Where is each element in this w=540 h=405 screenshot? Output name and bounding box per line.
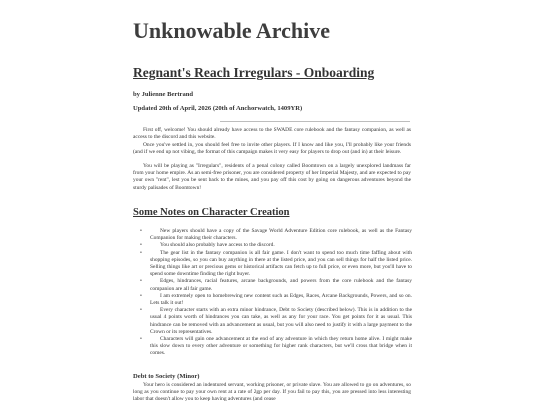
list-item xyxy=(140,242,412,249)
bullet-icon: • xyxy=(140,249,142,256)
updated-date: Updated 20th of April, 2026 (20th of Anchorwatch, 1409YR) xyxy=(133,105,303,112)
section-heading-character-creation: Some Notes on Character Creation xyxy=(133,207,290,218)
bullet-icon: • xyxy=(140,228,142,234)
intro-paragraph-3: You will be playing as "Irregulars", residents of a penal colony called Boomtown on a largely unexplored landmass far from your home empire. As an semi-free prisoner, you are considered property of her Imperial Majesty, and are expected to pay your own "rent", lest you be sent back to the mines, and you pay off this cost by going on dangerous adventures beyond the sturdy palisades of Boomtown! xyxy=(133,163,411,191)
bullet-icon: • xyxy=(140,242,142,249)
bullet-icon: • xyxy=(140,307,142,314)
list-item xyxy=(140,336,412,358)
document-title: Regnant's Reach Irregulars - Onboarding xyxy=(133,65,375,80)
list-item xyxy=(140,228,412,242)
debt-paragraph: Your hero is considered an indentured servant, working prisoner, or private slave. You are allowed to go on adventures, so long as you continue to pay your own rent at a rate of 2gp per day. If you fail to pay this, you are pressed into less interesting labor that doesn't allow you to keep having adventures (and cease xyxy=(133,382,411,403)
list-item xyxy=(140,292,412,307)
byline: by Julienne Bertrand xyxy=(133,91,194,98)
list-item-text: Edges, hindrances, racial features, arcane backgrounds, and powers from the core rulebook and the fantasy companion are all fair game. xyxy=(150,278,412,292)
list-item-text: I am extremely open to homebrewing new content such as Edges, Races, Arcane Backgrounds, Powers, and so on. Lets talk it out! xyxy=(150,292,412,307)
list-item xyxy=(140,307,412,336)
list-item-text: Every character starts with an extra minor hindrance, Debt to Society (described below). This is in addition to the usual 4 points worth of hindrances you can take, as well as any for your race. You get points for it as usual. This hindrance can be removed with an advancement as usual, but you will also need to justify it with a large payment to the Crown or its representatives. xyxy=(150,307,412,335)
list-item xyxy=(140,249,412,279)
subheading-debt-to-society: Debt to Society (Minor) xyxy=(133,373,200,380)
list-item-text: New players should have a copy of the Savage World Adventure Edition core rulebook, as well as the Fantasy Companion for making their characters. xyxy=(150,228,412,242)
bullet-icon: • xyxy=(140,336,142,343)
intro-paragraph-1: First off, welcome! You should already have access to the SWADE core rulebook and the fantasy companion, as well as access to the discord and this website. xyxy=(133,127,411,141)
list-item-text: You should also probably have access to the discord. xyxy=(160,242,275,249)
divider xyxy=(220,121,410,122)
bullet-icon: • xyxy=(140,292,142,299)
list-item xyxy=(140,278,412,292)
site-title[interactable]: Unknowable Archive xyxy=(133,18,331,43)
character-creation-list xyxy=(140,228,412,358)
list-item-text: The gear list in the fantasy companion is all fair game. I don't want to spend too much time faffing about with shopping episodes, so you can buy anything in there at the listed price, and you can sell things for half the listed price. Selling things like art or precious gems or historical artifacts can fetch up to full price, or even more, but you'll have to spend some downtime finding the right buyer. xyxy=(150,249,412,278)
bullet-icon: • xyxy=(140,278,142,285)
list-item-text: Characters will gain one advancement at the end of any adventure in which they return home alive. I might make this slow down to every other adventure or something for higher rank characters, but we'll cross that bridge when it comes. xyxy=(150,336,412,357)
intro-paragraph-2: Once you've settled in, you should feel free to invite other players. If I know and like you, I'll probably like your friends (and if we end up not vibing, the format of this campaign makes it very easy for players to drop out (and in) at their leisure. xyxy=(133,142,411,156)
